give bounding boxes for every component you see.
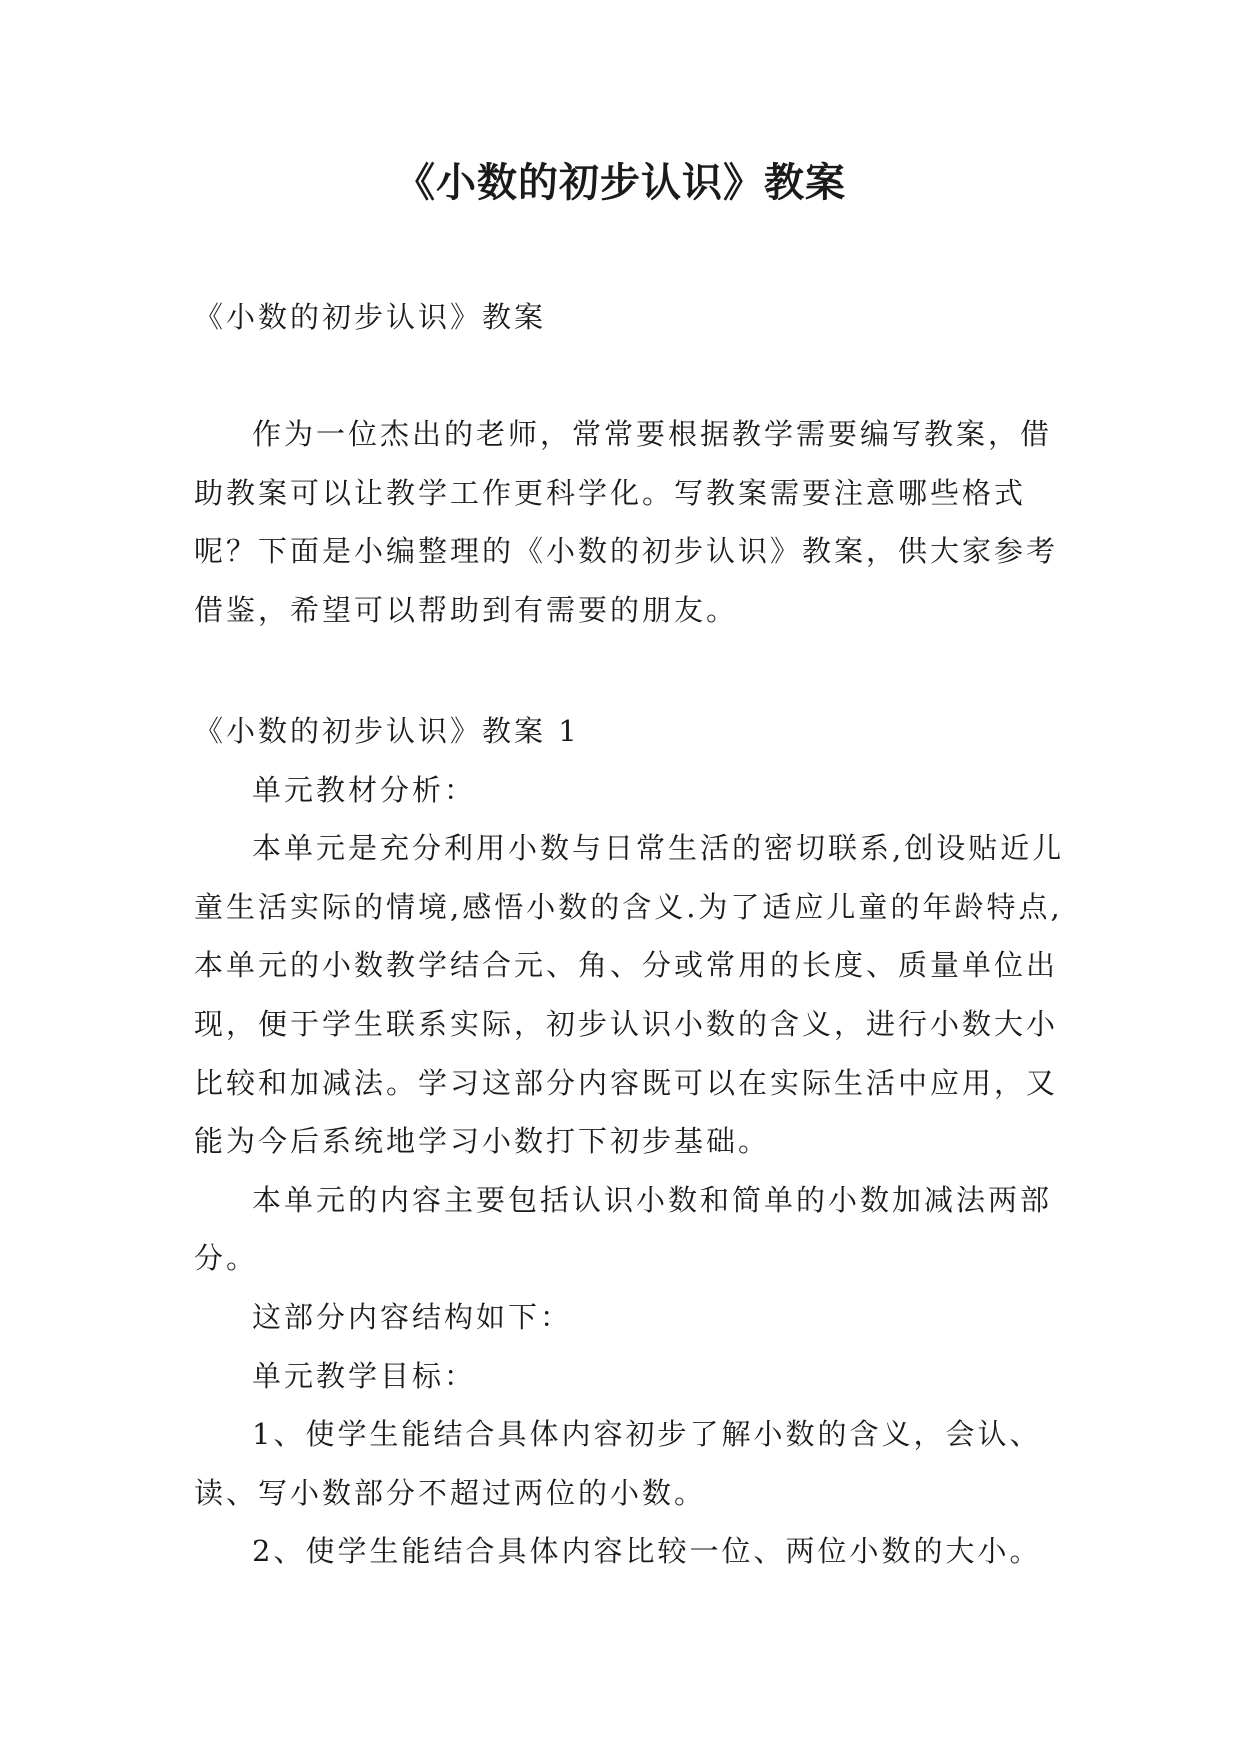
subtitle-line: 《小数的初步认识》教案 (194, 300, 547, 334)
document-subtitle (194, 295, 1074, 339)
intro-block (194, 405, 1074, 639)
paragraph-structure: 这部分内容结构如下： (252, 1299, 573, 1334)
document-title: 《小数的初步认识》教案 (395, 160, 846, 206)
paragraph-analysis-heading: 单元教材分析： (252, 772, 477, 807)
paragraph-analysis: 本单元是充分利用小数与日常生活的密切联系,创设贴近儿童生活实际的情境,感悟小数的含义.为了适应儿童的年龄特点,本单元的小数教学结合元、角、分或常用的长度、质量单位出现，便于学生联系实际，初步认识小数的含义，进行小数大小比较和加减法。学习这部分内容既可以在实际生活中应用，又能为今后系统地学习小数打下初步基础。 (194, 831, 1065, 1159)
paragraph-content: 本单元的内容主要包括认识小数和简单的小数加减法两部分。 (194, 1182, 1053, 1276)
section-heading: 《小数的初步认识》教案 1 (194, 714, 580, 748)
paragraph-goal-2: 2、使学生能结合具体内容比较一位、两位小数的大小。 (252, 1534, 1042, 1569)
section-1 (194, 702, 1074, 1581)
paragraph-goal-1: 1、使学生能结合具体内容初步了解小数的含义，会认、读、写小数部分不超过两位的小数。 (194, 1417, 1042, 1510)
intro-paragraph: 作为一位杰出的老师，常常要根据教学需要编写教案，借助教案可以让教学工作更科学化。写教案需要注意哪些格式呢？下面是小编整理的《小数的初步认识》教案，供大家参考借鉴，希望可以帮助到有需要的朋友。 (194, 417, 1059, 627)
paragraph-goals-heading: 单元教学目标： (252, 1358, 477, 1393)
